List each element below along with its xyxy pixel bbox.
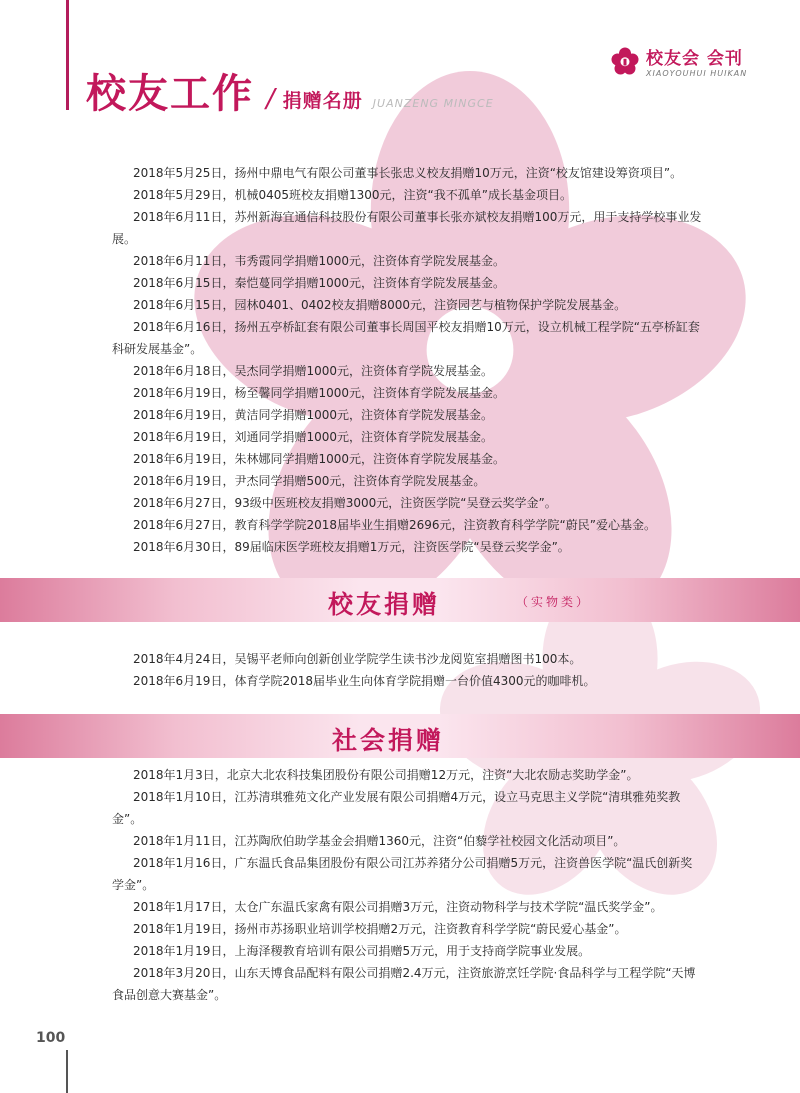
logo-cn-name: 校友会 [646,49,700,69]
list-item: 2018年5月29日，机械0405班校友捐赠1300元，注资“我不孤单”成长基金项目。 [133,188,572,202]
society-section-title: 社会捐赠 [332,726,445,755]
logo-en-name: XIAOYOUHUI HUIKAN [646,69,748,78]
left-accent-rule [66,0,69,110]
list-item: 2018年1月16日，广东温氏食品集团股份有限公司江苏养猪分公司捐赠5万元，注资兽医学院“温氏创新奖学金”。 [112,856,693,892]
list-item: 2018年6月15日，秦恺蔓同学捐赠1000元，注资体育学院发展基金。 [133,276,505,290]
list-item: 2018年1月19日，扬州市苏扬职业培训学校捐赠2万元，注资教育科学学院“蔚民爱心基金”。 [133,922,627,936]
left-footer-rule [66,1050,68,1093]
title-divider: / [266,84,275,114]
list-item: 2018年6月19日，朱林娜同学捐赠1000元，注资体育学院发展基金。 [133,452,505,466]
page-header [86,62,494,119]
list-item: 2018年6月19日，尹杰同学捐赠500元，注资体育学院发展基金。 [133,474,486,488]
cash-donation-list [112,162,702,558]
alumni-section-note: （实物类） [516,595,592,609]
list-item: 2018年6月19日，黄洁同学捐赠1000元，注资体育学院发展基金。 [133,408,493,422]
list-item: 2018年4月24日，吴锡平老师向创新创业学院学生读书沙龙阅览室捐赠图书100本。 [133,652,582,666]
list-item: 2018年6月15日，园林0401、0402校友捐赠8000元，注资园艺与植物保护学院发展基金。 [133,298,627,312]
section-title: 校友工作 [86,70,254,117]
list-item: 2018年1月11日，江苏陶欣伯助学基金会捐赠1360元，注资“伯藜学社校园文化活动项目”。 [133,834,626,848]
alumni-section-title: 校友捐赠 [328,590,441,619]
list-item: 2018年6月11日，韦秀霞同学捐赠1000元，注资体育学院发展基金。 [133,254,505,268]
list-item: 2018年6月19日，体育学院2018届毕业生向体育学院捐赠一台价值4300元的咖啡机。 [133,674,596,688]
list-item: 2018年6月18日，吴杰同学捐赠1000元，注资体育学院发展基金。 [133,364,493,378]
list-item: 2018年6月27日，93级中医班校友捐赠3000元，注资医学院“吴登云奖学金”。 [133,496,557,510]
list-item: 2018年6月30日，89届临床医学班校友捐赠1万元，注资医学院“吴登云奖学金”。 [133,540,570,554]
journal-logo [610,44,747,78]
list-item: 2018年1月3日，北京大北农科技集团股份有限公司捐赠12万元，注资“大北农励志奖助学金”。 [133,768,639,782]
list-item: 2018年6月11日，苏州新海宜通信科技股份有限公司董事长张亦斌校友捐赠100万元，用于支持学校事业发展。 [112,210,702,246]
list-item: 2018年6月16日，扬州五亭桥缸套有限公司董事长周国平校友捐赠10万元，设立机械工程学院“五亭桥缸套科研发展基金”。 [112,320,700,356]
list-item: 2018年3月20日，山东天博食品配料有限公司捐赠2.4万元，注资旅游烹饪学院·食品科学与工程学院“天博食品创意大赛基金”。 [112,966,696,1002]
list-item: 2018年6月27日，教育科学学院2018届毕业生捐赠2696元，注资教育科学学院“蔚民”爱心基金。 [133,518,656,532]
list-item: 2018年6月19日，刘通同学捐赠1000元，注资体育学院发展基金。 [133,430,493,444]
list-item: 2018年6月19日，杨至馨同学捐赠1000元，注资体育学院发展基金。 [133,386,505,400]
page-number: 100 [36,1030,66,1046]
subsection-pinyin: JUANZENG MINGCE [372,97,494,110]
list-item: 2018年1月19日，上海泽稷教育培训有限公司捐赠5万元，用于支持商学院事业发展。 [133,944,591,958]
flower-emblem-icon [610,46,640,76]
logo-name [646,44,747,69]
subsection-title: 捐赠名册 [282,90,363,112]
list-item: 2018年5月25日，扬州中鼎电气有限公司董事长张忠义校友捐赠10万元，注资“校友馆建设筹资项目”。 [133,166,683,180]
society-donation-list [112,764,702,1006]
logo-cn-suffix: 会刊 [706,49,743,69]
list-item: 2018年1月17日，太仓广东温氏家禽有限公司捐赠3万元，注资动物科学与技术学院“温氏奖学金”。 [133,900,663,914]
alumni-donation-list [112,648,702,692]
list-item: 2018年1月10日，江苏清琪雅苑文化产业发展有限公司捐赠4万元，设立马克思主义学院“清琪雅苑奖教金”。 [112,790,681,826]
